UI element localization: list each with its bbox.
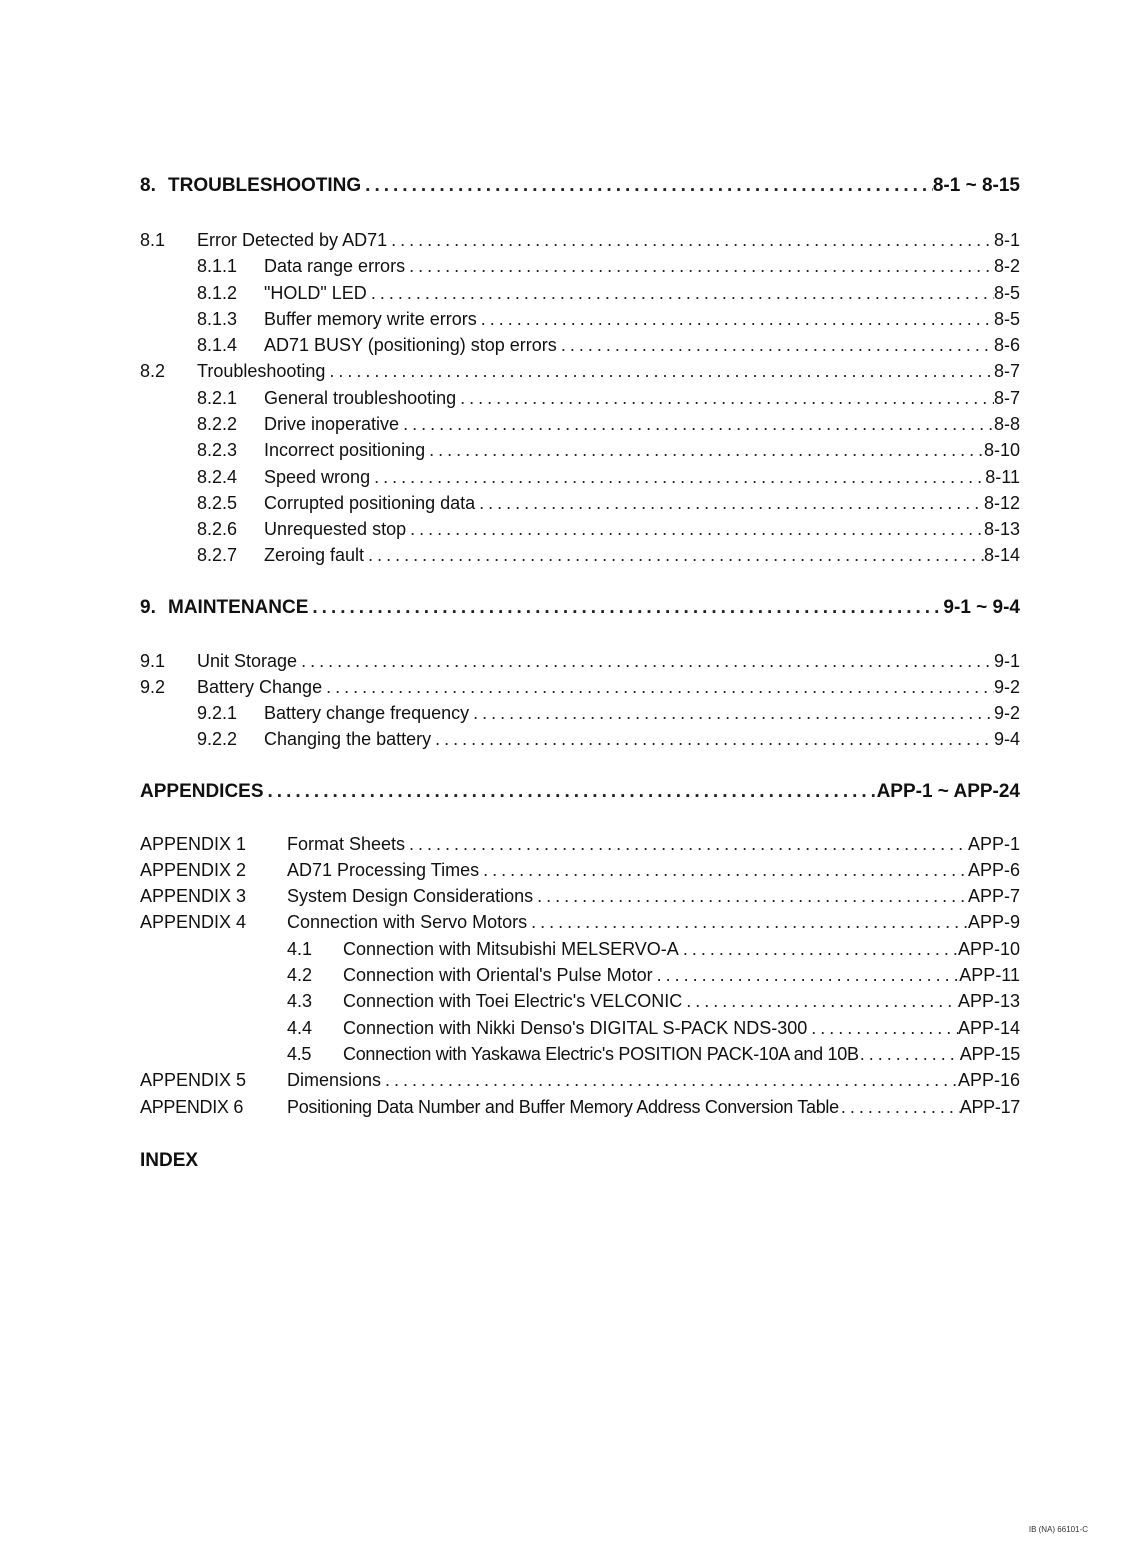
dot-leader: [387, 227, 994, 253]
entry-page: 8-13: [983, 519, 1020, 539]
entry-title: Drive inoperative: [264, 414, 400, 434]
dot-leader: [425, 437, 984, 463]
toc-entry[interactable]: [197, 490, 1020, 516]
toc-entry[interactable]: [197, 332, 1020, 358]
toc-index[interactable]: INDEX: [140, 1150, 199, 1171]
entry-title: Unrequested stop: [264, 519, 407, 539]
dot-leader: [405, 253, 994, 279]
dot-leader: [807, 1015, 958, 1041]
entry-number: 8.1.3: [197, 309, 238, 329]
toc-appendix-entry[interactable]: [287, 1041, 1020, 1067]
toc-entry[interactable]: [197, 516, 1020, 542]
dot-leader: [370, 464, 985, 490]
entry-page: 8-8: [993, 414, 1020, 434]
toc-appendix-entry[interactable]: [140, 1067, 1020, 1093]
entry-page: APP-9: [967, 912, 1020, 932]
dot-leader: [533, 883, 968, 909]
entry-title: Incorrect positioning: [264, 440, 426, 460]
entry-page: 8-5: [993, 283, 1020, 303]
entry-page: APP-7: [967, 886, 1020, 906]
entry-title: Connection with Mitsubishi MELSERVO-A: [343, 939, 679, 959]
entry-page: APP-1: [967, 834, 1020, 854]
entry-number: 8.1: [140, 230, 166, 250]
entry-number: 8.2.3: [197, 440, 238, 460]
entry-page: 8-7: [993, 361, 1020, 381]
entry-page: 9-2: [993, 703, 1020, 723]
toc-entry[interactable]: [197, 385, 1020, 411]
entry-page: APP-16: [957, 1070, 1020, 1090]
dot-leader: [406, 516, 984, 542]
dot-leader: [557, 332, 994, 358]
dot-leader: [839, 1094, 960, 1120]
toc-appendix-entry[interactable]: [287, 962, 1020, 988]
toc-entry[interactable]: [140, 358, 1020, 384]
entry-title: AD71 BUSY (positioning) stop errors: [264, 335, 557, 355]
toc-entry[interactable]: [197, 726, 1020, 752]
entry-title: Connection with Oriental's Pulse Motor: [343, 965, 653, 985]
entry-number: 8.2.4: [197, 467, 238, 487]
toc-appendices[interactable]: [140, 779, 1020, 805]
entry-number: 9.2: [140, 677, 166, 697]
toc-entry[interactable]: [197, 253, 1020, 279]
entry-number: 8.2.6: [197, 519, 238, 539]
entry-page: 8-7: [993, 388, 1020, 408]
entry-number: 9.2.2: [197, 729, 238, 749]
dot-leader: [381, 1067, 958, 1093]
entry-title: Unit Storage: [197, 651, 298, 671]
entry-page: 9-4: [993, 729, 1020, 749]
entry-page: 8-5: [993, 309, 1020, 329]
entry-number: 8.1.2: [197, 283, 238, 303]
entry-page: APP-15: [959, 1044, 1020, 1064]
dot-leader: [364, 542, 984, 568]
entry-title: Connection with Servo Motors: [287, 912, 528, 932]
dot-leader: [264, 779, 877, 805]
toc-chapter-9[interactable]: [140, 595, 1020, 621]
toc-entry[interactable]: [197, 280, 1020, 306]
entry-number: 4.5: [287, 1044, 312, 1064]
entry-number: APPENDIX 1: [140, 834, 247, 854]
dot-leader: [322, 674, 994, 700]
chapter-page-range: 8-1 ~ 8-15: [932, 175, 1020, 196]
dot-leader: [477, 306, 994, 332]
toc-entry[interactable]: [197, 700, 1020, 726]
toc-chapter-8[interactable]: [140, 173, 1020, 199]
toc-entry[interactable]: [197, 542, 1020, 568]
entry-number: 8.2.2: [197, 414, 238, 434]
entry-page: APP-10: [957, 939, 1020, 959]
dot-leader: [405, 831, 968, 857]
entry-number: 9.1: [140, 651, 166, 671]
entry-title: General troubleshooting: [264, 388, 457, 408]
entry-title: Battery Change: [197, 677, 323, 697]
dot-leader: [431, 726, 994, 752]
dot-leader: [479, 857, 968, 883]
entry-title: Error Detected by AD71: [197, 230, 388, 250]
dot-leader: [456, 385, 994, 411]
dot-leader: [399, 411, 994, 437]
toc-appendix-entry[interactable]: [140, 831, 1020, 857]
dot-leader: [297, 648, 994, 674]
entry-number: APPENDIX 3: [140, 886, 247, 906]
dot-leader: [859, 1041, 960, 1067]
entry-number: 8.1.1: [197, 256, 238, 276]
toc-entry[interactable]: [140, 674, 1020, 700]
chapter-number: 8.: [140, 175, 156, 196]
entry-number: 4.1: [287, 939, 313, 959]
entry-title: Troubleshooting: [197, 361, 326, 381]
entry-title: Speed wrong: [264, 467, 371, 487]
entry-title: Zeroing fault: [264, 545, 365, 565]
dot-leader: [682, 988, 958, 1014]
toc-entry[interactable]: [197, 411, 1020, 437]
entry-page: 9-2: [993, 677, 1020, 697]
entry-page: 8-12: [983, 493, 1020, 513]
entry-number: 4.4: [287, 1018, 313, 1038]
toc-appendix-entry[interactable]: [140, 909, 1020, 935]
dot-leader: [308, 595, 943, 621]
toc-appendix-entry[interactable]: [140, 883, 1020, 909]
dot-leader: [367, 280, 994, 306]
entry-title: System Design Considerations: [287, 886, 534, 906]
entry-number: 8.2.5: [197, 493, 238, 513]
entry-title: Data range errors: [264, 256, 406, 276]
entry-title: Changing the battery: [264, 729, 432, 749]
entry-page: 8-11: [985, 467, 1020, 487]
chapter-title: TROUBLESHOOTING: [168, 175, 362, 196]
entry-title: Connection with Yaskawa Electric's POSITION PACK-10A and 10B: [343, 1044, 859, 1064]
entry-page: APP-17: [959, 1097, 1020, 1117]
entry-page: 8-10: [983, 440, 1020, 460]
entry-number: 4.2: [287, 965, 313, 985]
entry-number: APPENDIX 5: [140, 1070, 247, 1090]
appendices-page-range: APP-1 ~ APP-24: [876, 781, 1020, 802]
chapter-number: 9.: [140, 597, 156, 618]
toc-entry[interactable]: [140, 648, 1020, 674]
entry-page: APP-11: [959, 965, 1020, 985]
entry-title: AD71 Processing Times: [287, 860, 480, 880]
toc-entry[interactable]: [197, 464, 1020, 490]
dot-leader: [325, 358, 994, 384]
toc-appendix-entry[interactable]: [140, 1094, 1020, 1120]
entry-page: 8-6: [993, 335, 1020, 355]
entry-title: Battery change frequency: [264, 703, 470, 723]
entry-page: 8-1: [993, 230, 1020, 250]
entry-number: 8.2.1: [197, 388, 238, 408]
entry-title: "HOLD" LED: [264, 283, 367, 303]
entry-number: APPENDIX 4: [140, 912, 247, 932]
entry-page: APP-6: [967, 860, 1020, 880]
dot-leader: [361, 173, 933, 199]
toc-entry[interactable]: [197, 437, 1020, 463]
entry-page: APP-13: [957, 991, 1020, 1011]
dot-leader: [469, 700, 994, 726]
chapter-title: MAINTENANCE: [168, 597, 309, 618]
entry-title: Corrupted positioning data: [264, 493, 476, 513]
entry-title: Format Sheets: [287, 834, 406, 854]
entry-number: 8.1.4: [197, 335, 238, 355]
dot-leader: [475, 490, 984, 516]
toc-appendix-entry[interactable]: [287, 988, 1020, 1014]
dot-leader: [527, 909, 968, 935]
dot-leader: [653, 962, 960, 988]
entry-page: 8-2: [993, 256, 1020, 276]
dot-leader: [679, 936, 958, 962]
entry-number: 8.2.7: [197, 545, 238, 565]
entry-page: APP-14: [957, 1018, 1020, 1038]
entry-number: 9.2.1: [197, 703, 238, 723]
chapter-page-range: 9-1 ~ 9-4: [943, 597, 1020, 618]
entry-title: Dimensions: [287, 1070, 382, 1090]
document-code: IB (NA) 66101-C: [1028, 1525, 1088, 1534]
entry-title: Connection with Nikki Denso's DIGITAL S-PACK NDS-300: [343, 1018, 808, 1038]
entry-page: 8-14: [983, 545, 1020, 565]
toc-entry[interactable]: [197, 306, 1020, 332]
toc-entry[interactable]: [140, 227, 1020, 253]
entry-page: 9-1: [993, 651, 1020, 671]
toc-appendix-entry[interactable]: [287, 1015, 1020, 1041]
toc-appendix-entry[interactable]: [140, 857, 1020, 883]
toc-appendix-entry[interactable]: [287, 936, 1020, 962]
entry-title: Positioning Data Number and Buffer Memory Address Conversion Table: [287, 1097, 839, 1117]
entry-title: Connection with Toei Electric's VELCONIC: [343, 991, 683, 1011]
entry-number: 8.2: [140, 361, 166, 381]
entry-number: 4.3: [287, 991, 313, 1011]
appendices-title: APPENDICES: [140, 781, 264, 802]
entry-number: APPENDIX 6: [140, 1097, 244, 1117]
entry-title: Buffer memory write errors: [264, 309, 477, 329]
entry-number: APPENDIX 2: [140, 860, 247, 880]
